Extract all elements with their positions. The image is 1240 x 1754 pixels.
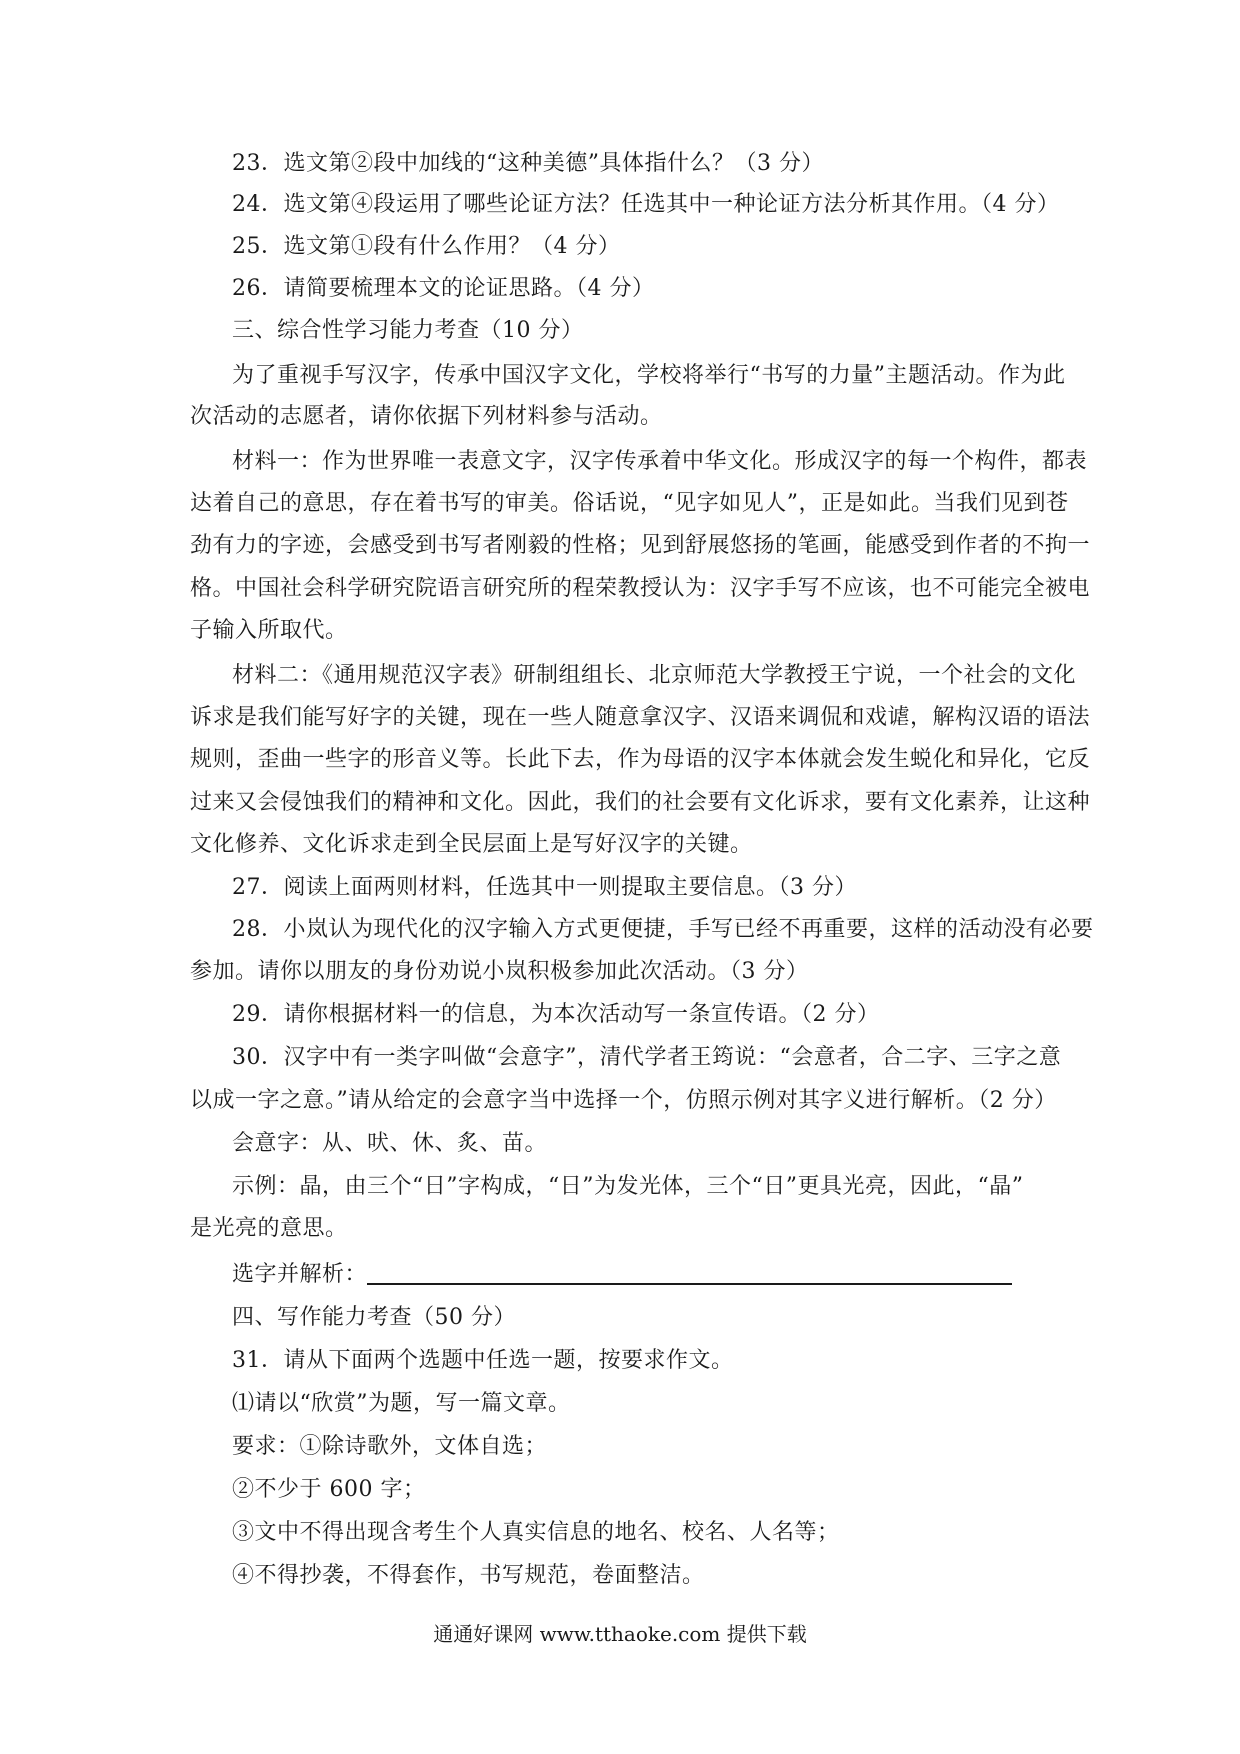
question-29: 29．请你根据材料一的信息，为本次活动写一条宣传语。（2 分） bbox=[232, 1002, 880, 1027]
example-line-1: 示例：晶，由三个“日”字构成，“日”为发光体，三个“日”更具光亮，因此，“晶” bbox=[232, 1174, 1024, 1199]
question-26: 26．请简要梳理本文的论证思路。（4 分） bbox=[232, 276, 655, 301]
question-24: 24．选文第④段运用了哪些论证方法？任选其中一种论证方法分析其作用。（4 分） bbox=[232, 192, 1060, 217]
footer-credit: 通通好课网 www.tthaoke.com 提供下载 bbox=[433, 1622, 807, 1646]
answer-blank[interactable] bbox=[367, 1261, 1012, 1285]
material-2-line-2: 诉求是我们能写好字的关键，现在一些人随意拿汉字、汉语来调侃和戏谑，解构汉语的语法 bbox=[190, 705, 1091, 730]
material-1-line-3: 劲有力的字迹，会感受到书写者刚毅的性格；见到舒展悠扬的笔画，能感受到作者的不拘一 bbox=[190, 533, 1091, 558]
question-31: 31．请从下面两个选题中任选一题，按要求作文。 bbox=[232, 1348, 734, 1373]
material-1-line-1: 材料一：作为世界唯一表意文字，汉字传承着中华文化。形成汉字的每一个构件，都表 bbox=[232, 449, 1088, 474]
requirement-2: ②不少于 600 字； bbox=[232, 1477, 426, 1502]
question-25: 25．选文第①段有什么作用？（4 分） bbox=[232, 234, 621, 259]
requirement-3: ③文中不得出现含考生个人真实信息的地名、校名、人名等； bbox=[232, 1520, 840, 1545]
material-1-line-4: 格。中国社会科学研究院语言研究所的程荣教授认为：汉字手写不应该，也不可能完全被电 bbox=[190, 576, 1091, 601]
question-30-line-1: 30．汉字中有一类字叫做“会意字”，清代学者王筠说：“会意者，合二字、三字之意 bbox=[232, 1045, 1062, 1070]
section-4-heading: 四、写作能力考查（50 分） bbox=[232, 1305, 516, 1330]
section-3-intro-line-1: 为了重视手写汉字，传承中国汉字文化，学校将举行“书写的力量”主题活动。作为此 bbox=[232, 363, 1066, 388]
question-30-line-2: 以成一字之意。”请从给定的会意字当中选择一个，仿照示例对其字义进行解析。（2 分） bbox=[190, 1088, 1057, 1113]
answer-label: 选字并解析： bbox=[232, 1262, 368, 1287]
section-3-intro-line-2: 次活动的志愿者，请你依据下列材料参与活动。 bbox=[190, 404, 663, 429]
requirement-1: 要求：①除诗歌外，文体自选； bbox=[232, 1434, 548, 1459]
material-2-line-3: 规则，歪曲一些字的形音义等。长此下去，作为母语的汉字本体就会发生蜕化和异化，它反 bbox=[190, 747, 1091, 772]
question-23: 23．选文第②段中加线的“这种美德”具体指什么？（3 分） bbox=[232, 151, 824, 176]
material-2-line-5: 文化修养、文化诉求走到全民层面上是写好汉字的关键。 bbox=[190, 832, 753, 857]
requirement-4: ④不得抄袭，不得套作，书写规范，卷面整洁。 bbox=[232, 1563, 705, 1588]
question-28-line-2: 参加。请你以朋友的身份劝说小岚积极参加此次活动。（3 分） bbox=[190, 959, 809, 984]
topic-1: ⑴请以“欣赏”为题，写一篇文章。 bbox=[232, 1391, 571, 1416]
section-3-heading: 三、综合性学习能力考查（10 分） bbox=[232, 318, 584, 343]
question-27: 27．阅读上面两则材料，任选其中一则提取主要信息。（3 分） bbox=[232, 875, 857, 900]
question-28-line-1: 28．小岚认为现代化的汉字输入方式更便捷，手写已经不再重要，这样的活动没有必要 bbox=[232, 917, 1094, 942]
material-1-line-5: 子输入所取代。 bbox=[190, 618, 348, 643]
answer-line bbox=[232, 1260, 1012, 1290]
example-line-2: 是光亮的意思。 bbox=[190, 1216, 348, 1241]
material-2-line-4: 过来又会侵蚀我们的精神和文化。因此，我们的社会要有文化诉求，要有文化素养，让这种 bbox=[190, 790, 1091, 815]
material-2-line-1: 材料二：《通用规范汉字表》研制组组长、北京师范大学教授王宁说，一个社会的文化 bbox=[232, 663, 1077, 688]
material-1-line-2: 达着自己的意思，存在着书写的审美。俗话说，“见字如见人”，正是如此。当我们见到苍 bbox=[190, 491, 1069, 516]
question-30-characters: 会意字：从、吠、休、炙、苗。 bbox=[232, 1131, 548, 1156]
